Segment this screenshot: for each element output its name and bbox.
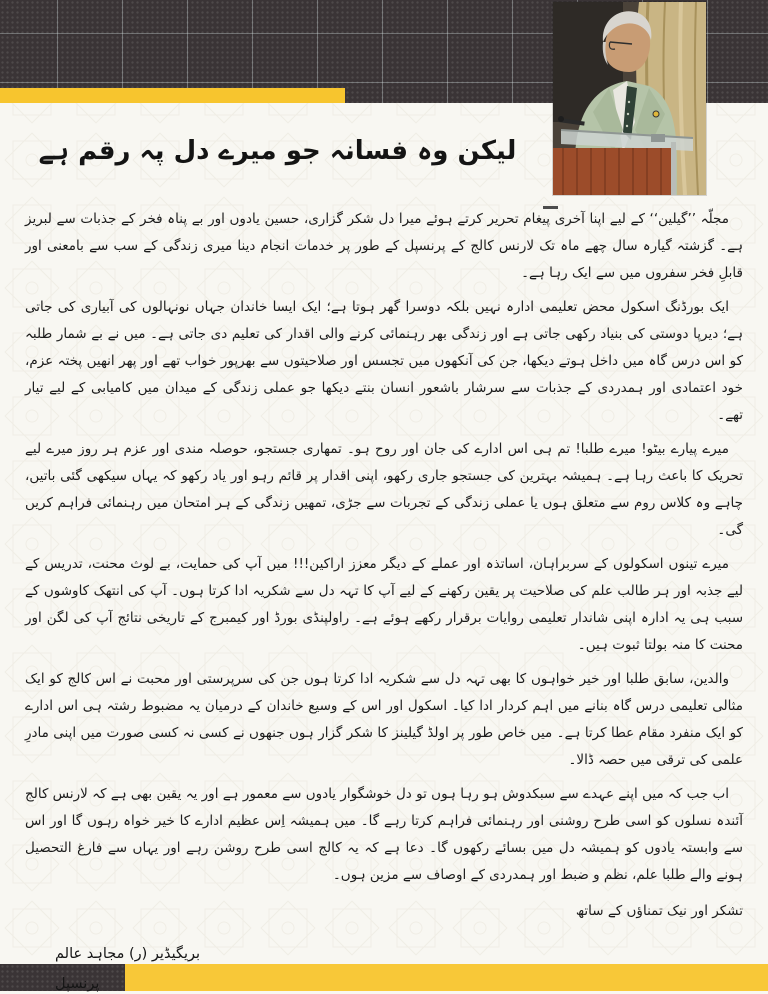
paragraph-6: اب جب کہ میں اپنے عہدے سے سبکدوش ہو رہا ہوں تو دل خوشگوار یادوں سے معمور ہے اور یہ یقین بھی ہے کہ لارنس کالج آئندہ نسلوں کو اسی طرح روشنی اور رہنمائی فراہم کرتا رہے گا۔ میں ہمیشہ اِس عظیم ادارے کا خیر خواہ رہوں گا اور اس سے وابستہ یادوں کو ہمیشہ دل میں بسائے رکھوں گا۔ دعا ہے کہ یہ کالج اسی طرح روشن رہے اور یہاں سے فارغ التحصیل ہونے والے طلبا علم، نظم و ضبط اور ہمدردی کے اوصاف سے مزین ہوں۔ xyxy=(25,786,743,883)
paragraph-5: والدین، سابق طلبا اور خیر خواہوں کا بھی تہہ دل سے شکریہ ادا کرتا ہوں جن کی سرپرستی اور محبت نے اس کالج کو ایک مثالی تعلیمی درس گاہ بنانے میں اہم کردار ادا کیا۔ اسکول اور اس کے وسیع خاندان کے درمیان یہ مضبوط رشتہ ہی اس ادارے کو ایک منفرد مقام عطا کرتا ہے۔ میں خاص طور پر اولڈ گیلینز کا شکر گزار ہوں جنھوں نے کسی نہ کسی صورت میں اپنی مادرِ علمی کی ترقی میں حصہ ڈالا۔ xyxy=(25,671,743,768)
signature-block xyxy=(25,939,743,994)
paragraph-4: میرے تینوں اسکولوں کے سربراہان، اساتذہ اور عملے کے دیگر معزز اراکین!!! میں آپ کی حمایت، بے لوث محنت، تدریس کے لیے جذبہ اور ہر طالب علم کی صلاحیت پر یقین رکھنے کے لیے آپ کا تہہ دل سے شکریہ ادا کرتا ہوں۔ آپ کی انتھک کاوشوں کے سبب ہی یہ ادارہ اپنی شاندار تعلیمی روایات برقرار رکھے ہوئے ہے۔ راولپنڈی بورڈ اور کیمبرج کے تاریخی نتائج آپ کی لگن اور محنت کا منہ بولتا ثبوت ہیں۔ xyxy=(25,556,743,653)
yellow-accent-bar-top xyxy=(0,88,345,103)
closing-line: تشکر اور نیک تمناؤں کے ساتھ xyxy=(575,903,743,919)
paragraph-3: میرے پیارے بیٹو! میرے طلبا! تم ہی اس ادارے کی جان اور روح ہو۔ تمھاری جستجو، حوصلہ مندی اور عزم ہر روز میرے لیے تحریک کا باعث رہا ہے۔ ہمیشہ بہترین کی جستجو جاری رکھو، اپنی اقدار پر قائم رہو اور یاد رکھو کہ یہاں سیکھی گئی باتیں، چاہے وہ کلاس روم سے متعلق ہوں یا عملی زندگی کے تجربات سے جڑی، تمھیں زندگی کے ہر امتحان میں رہنمائی فراہم کریں گی۔ xyxy=(25,441,743,538)
principal-photo-illustration xyxy=(553,2,706,195)
paragraph-2: ایک بورڈنگ اسکول محض تعلیمی ادارہ نہیں بلکہ دوسرا گھر ہوتا ہے؛ ایک ایسا خاندان جہاں نونہالوں کی آبیاری کی جاتی ہے؛ دیرپا دوستی کی بنیاد رکھی جاتی ہے اور زندگی بھر رہنمائی کرنے والی اقدار کی تعلیم دی جاتی ہے۔ میں نے بے شمار طلبہ کو اس درس گاہ میں داخل ہوتے دیکھا، جن کی آنکھوں میں تجسس اور صلاحیتوں سے بھرپور خواب تھے اور پھر انھیں پختہ عزم، خود اعتمادی اور ہمدردی کے جذبات سے سرشار باشعور انسان بنتے دیکھا جو عملی زندگی کے میدان میں کامیابی کے لیے تیار تھے۔ xyxy=(25,299,743,423)
letter-body xyxy=(25,206,743,994)
page-title: لیکن وہ فسانہ جو میرے دل پہ رقم ہے xyxy=(38,136,517,166)
signature-role: پرنسپل xyxy=(55,976,100,992)
paragraph-1: مجلّہ ’’گیلین‘‘ کے لیے اپنا آخری پیغام تحریر کرتے ہوئے میرا دل شکر گزاری، حسین یادوں اور بے پناہ فخر کے جذبات سے لبریز ہے۔ گزشتہ گیارہ سال چھے ماہ تک لارنس کالج کے پرنسپل کے طور پر خدمات انجام دینا میری زندگی کے سب سے بامعنی اور قابلِ فخر سفروں میں سے ایک رہا ہے۔ xyxy=(25,211,743,281)
signature-name: بریگیڈیر (ر) مجاہد عالم xyxy=(55,946,201,962)
principal-photo xyxy=(553,2,706,195)
